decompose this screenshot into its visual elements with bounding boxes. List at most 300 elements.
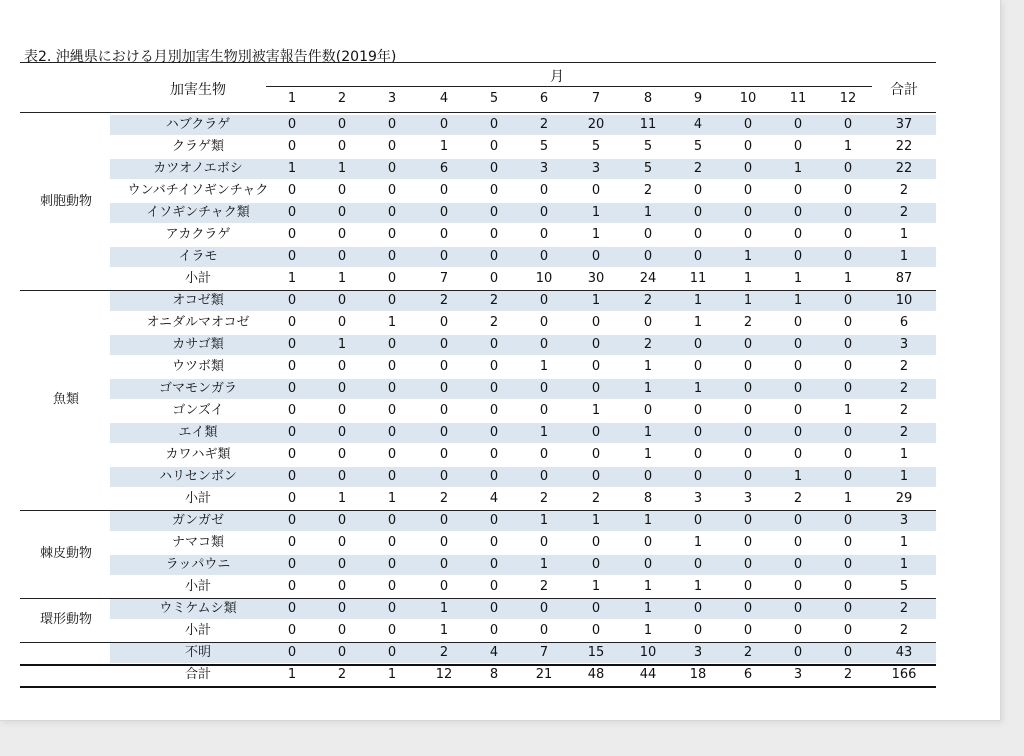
row-value-month-2: 0 xyxy=(337,513,347,528)
row-value-month-2: 0 xyxy=(337,447,347,462)
row-value-month-2: 0 xyxy=(337,205,347,220)
row-value-month-10: 0 xyxy=(743,513,753,528)
row-value-month-8: 1 xyxy=(643,601,653,616)
row-value-month-5: 0 xyxy=(489,601,499,616)
row-value-month-4: 0 xyxy=(439,381,449,396)
row-value-month-6: 3 xyxy=(539,161,549,176)
row-value-month-7: 15 xyxy=(587,645,605,660)
row-value-month-11: 0 xyxy=(793,645,803,660)
row-value-month-1: 0 xyxy=(287,227,297,242)
row-value-month-9: 0 xyxy=(693,359,703,374)
row-value-month-10: 0 xyxy=(743,337,753,352)
row-total: 2 xyxy=(899,403,909,418)
row-value-month-7: 20 xyxy=(587,117,605,132)
row-value-month-1: 0 xyxy=(287,381,297,396)
row-value-month-1: 0 xyxy=(287,183,297,198)
row-value-month-4: 0 xyxy=(439,359,449,374)
row-organism-name: オコゼ類 xyxy=(172,293,224,308)
row-value-month-2: 1 xyxy=(337,337,347,352)
row-value-month-9: 18 xyxy=(689,667,707,682)
row-value-month-1: 0 xyxy=(287,117,297,132)
row-organism-name: 小計 xyxy=(184,579,211,594)
row-value-month-4: 2 xyxy=(439,491,449,506)
row-value-month-7: 1 xyxy=(591,513,601,528)
row-value-month-2: 0 xyxy=(337,403,347,418)
row-value-month-6: 0 xyxy=(539,227,549,242)
row-value-month-8: 0 xyxy=(643,249,653,264)
row-value-month-5: 0 xyxy=(489,623,499,638)
section-rule xyxy=(20,290,936,291)
row-value-month-5: 0 xyxy=(489,205,499,220)
group-label: 刺胞動物 xyxy=(39,194,92,209)
row-value-month-4: 0 xyxy=(439,513,449,528)
row-value-month-1: 0 xyxy=(287,601,297,616)
row-value-month-1: 0 xyxy=(287,425,297,440)
row-value-month-7: 0 xyxy=(591,535,601,550)
row-value-month-10: 0 xyxy=(743,557,753,572)
row-value-month-5: 2 xyxy=(489,293,499,308)
row-value-month-12: 0 xyxy=(843,447,853,462)
row-value-month-2: 0 xyxy=(337,183,347,198)
row-value-month-2: 1 xyxy=(337,491,347,506)
row-value-month-11: 0 xyxy=(793,601,803,616)
row-value-month-1: 0 xyxy=(287,557,297,572)
row-value-month-5: 8 xyxy=(489,667,499,682)
row-organism-name: クラゲ類 xyxy=(171,139,224,154)
row-value-month-7: 0 xyxy=(591,337,601,352)
row-value-month-11: 0 xyxy=(793,447,803,462)
month-1-header: 1 xyxy=(287,91,297,106)
row-organism-name: 小計 xyxy=(184,623,211,638)
row-value-month-3: 0 xyxy=(387,403,397,418)
month-11-header: 11 xyxy=(789,91,807,106)
row-value-month-1: 1 xyxy=(287,271,297,286)
row-organism-name: 不明 xyxy=(184,645,211,660)
total-header: 合計 xyxy=(890,82,918,98)
row-value-month-4: 2 xyxy=(439,293,449,308)
row-value-month-10: 0 xyxy=(743,579,753,594)
row-value-month-12: 0 xyxy=(843,513,853,528)
row-organism-name: ラッパウニ xyxy=(165,557,231,572)
row-value-month-6: 0 xyxy=(539,337,549,352)
row-total: 22 xyxy=(895,139,913,154)
row-value-month-9: 1 xyxy=(693,381,703,396)
row-value-month-2: 0 xyxy=(337,579,347,594)
row-total: 43 xyxy=(895,645,913,660)
table-title: 表2. 沖縄県における月別加害生物別被害報告件数(2019年) xyxy=(24,49,397,65)
row-value-month-2: 0 xyxy=(337,469,347,484)
row-value-month-10: 0 xyxy=(743,469,753,484)
row-value-month-3: 0 xyxy=(387,117,397,132)
row-value-month-8: 11 xyxy=(639,117,657,132)
month-12-header: 12 xyxy=(839,91,857,106)
row-organism-name: ハブクラゲ xyxy=(165,117,231,132)
row-value-month-8: 1 xyxy=(643,381,653,396)
data-table xyxy=(20,62,936,698)
row-value-month-4: 0 xyxy=(439,425,449,440)
row-value-month-12: 0 xyxy=(843,557,853,572)
row-value-month-11: 0 xyxy=(793,249,803,264)
group-label: 棘皮動物 xyxy=(39,546,92,561)
section-rule xyxy=(20,642,936,643)
row-value-month-8: 2 xyxy=(643,293,653,308)
row-value-month-8: 0 xyxy=(643,315,653,330)
row-value-month-5: 0 xyxy=(489,535,499,550)
month-6-header: 6 xyxy=(539,91,549,106)
row-organism-name: 小計 xyxy=(184,491,211,506)
row-value-month-5: 0 xyxy=(489,249,499,264)
row-value-month-6: 0 xyxy=(539,249,549,264)
row-value-month-1: 0 xyxy=(287,447,297,462)
month-header-rule xyxy=(266,86,872,87)
row-value-month-11: 0 xyxy=(793,513,803,528)
row-total: 2 xyxy=(899,601,909,616)
row-value-month-7: 0 xyxy=(591,623,601,638)
row-organism-name: 合計 xyxy=(184,667,211,682)
row-value-month-1: 0 xyxy=(287,359,297,374)
row-value-month-11: 0 xyxy=(793,425,803,440)
row-value-month-11: 0 xyxy=(793,227,803,242)
row-value-month-8: 2 xyxy=(643,183,653,198)
row-value-month-6: 5 xyxy=(539,139,549,154)
row-value-month-12: 0 xyxy=(843,117,853,132)
row-value-month-9: 0 xyxy=(693,513,703,528)
row-total: 10 xyxy=(895,293,913,308)
row-value-month-4: 0 xyxy=(439,249,449,264)
row-value-month-8: 1 xyxy=(643,623,653,638)
row-total: 2 xyxy=(899,425,909,440)
row-value-month-6: 2 xyxy=(539,579,549,594)
row-value-month-3: 0 xyxy=(387,139,397,154)
row-value-month-5: 0 xyxy=(489,139,499,154)
row-total: 1 xyxy=(899,469,909,484)
row-value-month-1: 0 xyxy=(287,315,297,330)
row-value-month-11: 0 xyxy=(793,535,803,550)
row-value-month-4: 2 xyxy=(439,645,449,660)
row-value-month-1: 1 xyxy=(287,161,297,176)
row-value-month-7: 0 xyxy=(591,315,601,330)
row-value-month-12: 2 xyxy=(843,667,853,682)
row-value-month-3: 0 xyxy=(387,535,397,550)
row-value-month-5: 0 xyxy=(489,469,499,484)
row-value-month-9: 3 xyxy=(693,491,703,506)
row-value-month-10: 1 xyxy=(743,271,753,286)
row-value-month-3: 1 xyxy=(387,315,397,330)
row-value-month-12: 1 xyxy=(843,139,853,154)
row-value-month-11: 0 xyxy=(793,117,803,132)
row-value-month-10: 6 xyxy=(743,667,753,682)
row-total: 1 xyxy=(899,447,909,462)
row-value-month-4: 0 xyxy=(439,557,449,572)
row-value-month-2: 0 xyxy=(337,293,347,308)
row-value-month-2: 0 xyxy=(337,535,347,550)
group-label: 環形動物 xyxy=(39,612,92,627)
row-value-month-9: 0 xyxy=(693,337,703,352)
month-9-header: 9 xyxy=(693,91,703,106)
row-value-month-4: 0 xyxy=(439,535,449,550)
row-value-month-1: 0 xyxy=(287,645,297,660)
group-label: 魚類 xyxy=(52,392,79,407)
row-total: 87 xyxy=(895,271,913,286)
row-value-month-1: 0 xyxy=(287,139,297,154)
row-value-month-3: 0 xyxy=(387,249,397,264)
row-value-month-7: 0 xyxy=(591,447,601,462)
row-value-month-3: 0 xyxy=(387,513,397,528)
table-bottom-rule xyxy=(20,686,936,688)
row-value-month-5: 0 xyxy=(489,425,499,440)
row-total: 166 xyxy=(891,667,917,682)
row-value-month-1: 0 xyxy=(287,249,297,264)
row-value-month-10: 0 xyxy=(743,205,753,220)
month-7-header: 7 xyxy=(591,91,601,106)
row-value-month-11: 0 xyxy=(793,205,803,220)
row-organism-name: ウミケムシ類 xyxy=(159,601,237,616)
row-organism-name: カツオノエボシ xyxy=(153,161,243,176)
row-value-month-12: 0 xyxy=(843,315,853,330)
row-value-month-6: 0 xyxy=(539,381,549,396)
row-value-month-10: 0 xyxy=(743,139,753,154)
month-header: 月 xyxy=(550,69,564,85)
row-value-month-7: 0 xyxy=(591,557,601,572)
row-value-month-10: 3 xyxy=(743,491,753,506)
row-value-month-11: 1 xyxy=(793,161,803,176)
row-value-month-8: 0 xyxy=(643,469,653,484)
row-value-month-12: 0 xyxy=(843,535,853,550)
row-total: 2 xyxy=(899,381,909,396)
row-value-month-2: 0 xyxy=(337,645,347,660)
row-value-month-1: 0 xyxy=(287,403,297,418)
row-value-month-1: 1 xyxy=(287,667,297,682)
row-value-month-7: 5 xyxy=(591,139,601,154)
row-value-month-2: 0 xyxy=(337,425,347,440)
row-value-month-12: 0 xyxy=(843,579,853,594)
row-value-month-6: 0 xyxy=(539,623,549,638)
row-value-month-3: 1 xyxy=(387,491,397,506)
row-value-month-12: 0 xyxy=(843,161,853,176)
row-value-month-12: 0 xyxy=(843,645,853,660)
row-value-month-8: 0 xyxy=(643,557,653,572)
row-value-month-2: 0 xyxy=(337,249,347,264)
row-value-month-5: 0 xyxy=(489,117,499,132)
row-value-month-2: 0 xyxy=(337,601,347,616)
row-value-month-11: 0 xyxy=(793,381,803,396)
row-value-month-2: 1 xyxy=(337,161,347,176)
row-value-month-3: 0 xyxy=(387,293,397,308)
row-value-month-9: 0 xyxy=(693,425,703,440)
row-organism-name: アカクラゲ xyxy=(165,227,231,242)
row-value-month-10: 0 xyxy=(743,183,753,198)
row-value-month-12: 0 xyxy=(843,469,853,484)
row-value-month-10: 2 xyxy=(743,315,753,330)
row-value-month-8: 0 xyxy=(643,535,653,550)
row-value-month-10: 1 xyxy=(743,293,753,308)
row-value-month-10: 0 xyxy=(743,161,753,176)
row-organism-name: エイ類 xyxy=(178,425,218,440)
row-organism-name: ゴンズイ xyxy=(172,403,224,418)
row-total: 1 xyxy=(899,249,909,264)
row-value-month-4: 12 xyxy=(435,667,453,682)
row-value-month-5: 0 xyxy=(489,271,499,286)
row-value-month-12: 0 xyxy=(843,293,853,308)
row-value-month-4: 0 xyxy=(439,315,449,330)
row-value-month-10: 0 xyxy=(743,117,753,132)
row-value-month-8: 10 xyxy=(639,645,657,660)
row-value-month-9: 0 xyxy=(693,469,703,484)
row-value-month-10: 0 xyxy=(743,447,753,462)
row-organism-name: 小計 xyxy=(184,271,211,286)
row-value-month-9: 0 xyxy=(693,249,703,264)
row-value-month-8: 5 xyxy=(643,139,653,154)
row-value-month-3: 0 xyxy=(387,205,397,220)
row-value-month-8: 1 xyxy=(643,447,653,462)
row-value-month-3: 0 xyxy=(387,601,397,616)
row-value-month-3: 0 xyxy=(387,161,397,176)
row-value-month-9: 1 xyxy=(693,293,703,308)
header-top-rule xyxy=(20,62,936,63)
row-value-month-9: 2 xyxy=(693,161,703,176)
row-total: 2 xyxy=(899,623,909,638)
row-value-month-1: 0 xyxy=(287,513,297,528)
row-value-month-7: 0 xyxy=(591,469,601,484)
row-value-month-4: 0 xyxy=(439,403,449,418)
row-value-month-8: 44 xyxy=(639,667,657,682)
organism-header: 加害生物 xyxy=(170,82,226,98)
row-value-month-6: 10 xyxy=(535,271,553,286)
row-value-month-6: 7 xyxy=(539,645,549,660)
row-value-month-5: 4 xyxy=(489,645,499,660)
row-value-month-9: 0 xyxy=(693,183,703,198)
row-value-month-6: 2 xyxy=(539,491,549,506)
row-value-month-12: 1 xyxy=(843,403,853,418)
row-value-month-12: 0 xyxy=(843,425,853,440)
row-value-month-4: 6 xyxy=(439,161,449,176)
row-value-month-4: 0 xyxy=(439,469,449,484)
row-organism-name: オニダルマオコゼ xyxy=(146,315,250,330)
row-value-month-10: 2 xyxy=(743,645,753,660)
row-value-month-9: 5 xyxy=(693,139,703,154)
row-value-month-6: 0 xyxy=(539,183,549,198)
row-value-month-3: 0 xyxy=(387,337,397,352)
row-value-month-11: 0 xyxy=(793,359,803,374)
row-value-month-4: 0 xyxy=(439,337,449,352)
row-total: 2 xyxy=(899,183,909,198)
row-total: 6 xyxy=(899,315,909,330)
row-value-month-7: 0 xyxy=(591,601,601,616)
row-value-month-10: 0 xyxy=(743,425,753,440)
month-2-header: 2 xyxy=(337,91,347,106)
row-value-month-4: 1 xyxy=(439,601,449,616)
row-total: 3 xyxy=(899,513,909,528)
row-value-month-2: 1 xyxy=(337,271,347,286)
row-total: 29 xyxy=(895,491,913,506)
row-value-month-6: 0 xyxy=(539,469,549,484)
row-value-month-4: 0 xyxy=(439,183,449,198)
row-value-month-1: 0 xyxy=(287,337,297,352)
row-value-month-11: 0 xyxy=(793,139,803,154)
row-value-month-5: 0 xyxy=(489,337,499,352)
row-value-month-6: 0 xyxy=(539,601,549,616)
row-total: 3 xyxy=(899,337,909,352)
row-organism-name: イソギンチャク類 xyxy=(146,205,250,220)
row-total: 1 xyxy=(899,227,909,242)
row-value-month-9: 1 xyxy=(693,315,703,330)
row-value-month-4: 1 xyxy=(439,139,449,154)
row-value-month-7: 2 xyxy=(591,491,601,506)
row-value-month-12: 0 xyxy=(843,381,853,396)
row-value-month-10: 0 xyxy=(743,623,753,638)
row-value-month-7: 0 xyxy=(591,249,601,264)
row-value-month-3: 0 xyxy=(387,469,397,484)
row-value-month-10: 1 xyxy=(743,249,753,264)
row-value-month-4: 7 xyxy=(439,271,449,286)
row-total: 37 xyxy=(895,117,913,132)
row-value-month-4: 0 xyxy=(439,579,449,594)
row-value-month-8: 1 xyxy=(643,425,653,440)
row-value-month-4: 0 xyxy=(439,205,449,220)
row-value-month-10: 0 xyxy=(743,381,753,396)
row-value-month-2: 0 xyxy=(337,139,347,154)
grand-total-rule xyxy=(20,664,936,666)
row-value-month-7: 30 xyxy=(587,271,605,286)
row-value-month-7: 3 xyxy=(591,161,601,176)
row-value-month-5: 0 xyxy=(489,381,499,396)
row-value-month-3: 0 xyxy=(387,645,397,660)
row-value-month-2: 0 xyxy=(337,315,347,330)
row-value-month-7: 1 xyxy=(591,227,601,242)
row-value-month-8: 5 xyxy=(643,161,653,176)
row-value-month-6: 1 xyxy=(539,359,549,374)
row-value-month-3: 0 xyxy=(387,227,397,242)
row-value-month-5: 4 xyxy=(489,491,499,506)
row-organism-name: ゴマモンガラ xyxy=(158,381,237,396)
row-value-month-9: 0 xyxy=(693,557,703,572)
row-value-month-6: 1 xyxy=(539,557,549,572)
row-value-month-4: 0 xyxy=(439,117,449,132)
row-organism-name: カワハギ類 xyxy=(165,447,231,462)
row-value-month-2: 0 xyxy=(337,557,347,572)
row-value-month-1: 0 xyxy=(287,579,297,594)
row-value-month-8: 24 xyxy=(639,271,657,286)
row-value-month-10: 0 xyxy=(743,227,753,242)
row-value-month-9: 0 xyxy=(693,403,703,418)
row-total: 2 xyxy=(899,205,909,220)
row-value-month-2: 0 xyxy=(337,227,347,242)
row-value-month-8: 1 xyxy=(643,513,653,528)
month-5-header: 5 xyxy=(489,91,499,106)
row-value-month-5: 0 xyxy=(489,359,499,374)
row-value-month-10: 0 xyxy=(743,403,753,418)
row-value-month-12: 0 xyxy=(843,183,853,198)
row-value-month-6: 1 xyxy=(539,425,549,440)
row-value-month-11: 0 xyxy=(793,557,803,572)
row-value-month-1: 0 xyxy=(287,535,297,550)
row-value-month-11: 0 xyxy=(793,183,803,198)
row-value-month-11: 0 xyxy=(793,403,803,418)
row-total: 1 xyxy=(899,535,909,550)
row-value-month-12: 0 xyxy=(843,337,853,352)
row-value-month-8: 0 xyxy=(643,227,653,242)
row-value-month-8: 1 xyxy=(643,359,653,374)
row-value-month-9: 1 xyxy=(693,535,703,550)
month-3-header: 3 xyxy=(387,91,397,106)
row-value-month-6: 0 xyxy=(539,535,549,550)
row-organism-name: ナマコ類 xyxy=(171,535,224,550)
row-value-month-6: 0 xyxy=(539,205,549,220)
row-value-month-2: 2 xyxy=(337,667,347,682)
row-value-month-12: 0 xyxy=(843,359,853,374)
row-value-month-8: 0 xyxy=(643,403,653,418)
row-value-month-5: 0 xyxy=(489,183,499,198)
